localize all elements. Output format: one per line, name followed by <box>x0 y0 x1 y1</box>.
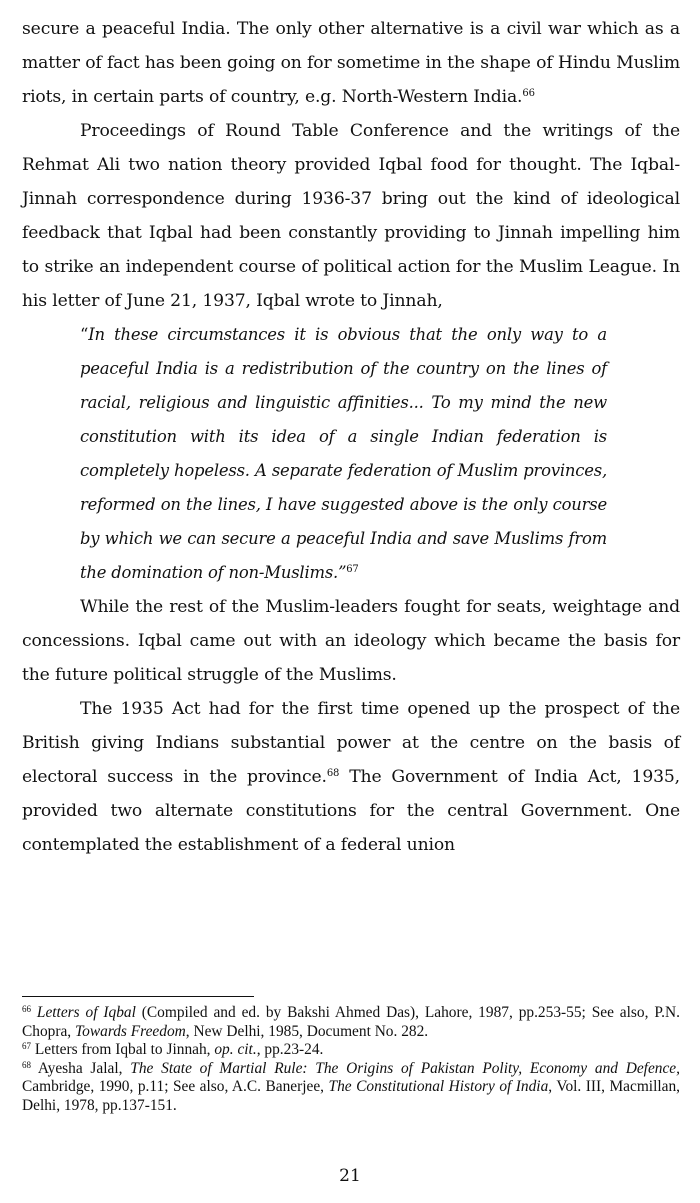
footnote-ref-67[interactable]: 67 <box>346 564 359 575</box>
footnote-title: Towards Freedom <box>75 1022 186 1040</box>
footnote-text: Ayesha Jalal, <box>31 1059 131 1077</box>
footnote-ref-68[interactable]: 68 <box>326 768 340 779</box>
footnote-68 <box>22 1060 680 1116</box>
footnote-67 <box>22 1041 680 1060</box>
footnote-number: 66 <box>22 1004 31 1014</box>
paragraph-continuation <box>22 12 680 114</box>
paragraph-round-table <box>22 114 680 318</box>
footnote-number: 68 <box>22 1059 31 1070</box>
footnote-divider <box>22 996 254 997</box>
paragraph-text: The 1935 Act had for the first time opened up the prospect of the British giving Indians substantial power at the centre on the basis of electoral success in the province. <box>22 699 680 787</box>
quote-text: In these circumstances it is obvious that the only way to a peaceful India is a redistribution of the country on the lines of racial, religious and linguistic affinities... To my mind the new constitution with its idea of a single Indian federation is completely hopeless. A separate federation of Muslim provinces, reformed on the lines, I have suggested above is the only course by which we can secure a peaceful India and save Muslims from the domination of non-Muslims. <box>80 325 607 582</box>
footnote-text: Cambridge, 1990, p.11; See also, A.C. Banerjee, <box>22 1078 329 1096</box>
footnote-title: op. cit. <box>214 1041 257 1059</box>
page-number: 21 <box>339 1166 361 1186</box>
block-quote <box>80 318 607 590</box>
footnote-text: , New Delhi, 1985, Document No. 282. <box>185 1022 429 1040</box>
footnotes <box>22 1004 680 1116</box>
page-body <box>22 12 680 862</box>
footnote-66 <box>22 1004 680 1041</box>
footnote-title: The Constitutional History of India <box>328 1078 549 1096</box>
footnote-text: Letters from Iqbal to Jinnah, <box>31 1041 215 1059</box>
paragraph-text: Proceedings of Round Table Conference and the writings of the Rehmat Ali two nation theory provided Iqbal food for thought. The Iqbal-Jinnah correspondence during 1936-37 bring out the kind of ideological feedback that Iqbal had been constantly providing to Jinnah impelling him to strike an independent course of political action for the Muslim League. In his letter of June 21, 1937, Iqbal wrote to Jinnah, <box>22 121 680 311</box>
paragraph-text: While the rest of the Muslim-leaders fought for seats, weightage and concessions. Iqbal came out with an ideology which became the basis for the future political struggle of the Muslims. <box>22 597 680 685</box>
footnote-title: The State of Martial Rule: The Origins of Pakistan Polity, Economy and Defence, <box>130 1059 680 1077</box>
quote-open-mark: “ <box>80 325 89 344</box>
paragraph-muslim-leaders <box>22 590 680 692</box>
footnote-number: 67 <box>22 1041 31 1052</box>
footnote-title: Letters of Iqbal <box>36 1004 136 1021</box>
paragraph-1935-act <box>22 692 680 862</box>
footnote-ref-66[interactable]: 66 <box>522 88 535 99</box>
paragraph-text: The Government of India Act, 1935, provided two alternate constitutions for the central Government. One contemplated the establishment of a federal union <box>22 767 680 855</box>
footnote-text: , pp.23-24. <box>256 1041 324 1059</box>
quote-close-mark: ” <box>338 563 347 582</box>
footnote-text: , Vol. III, Macmillan, Delhi, 1978, pp.137-151. <box>22 1078 680 1114</box>
footnote-text: (Compiled and ed. by Bakshi Ahmed Das), Lahore, 1987, pp.253-55; See also, P.N. Chopra, <box>22 1004 680 1040</box>
paragraph-text: secure a peaceful India. The only other alternative is a civil war which as a matter of fact has been going on for sometime in the shape of Hindu Muslim riots, in certain parts of country, e.g. North-Western India. <box>22 19 680 107</box>
